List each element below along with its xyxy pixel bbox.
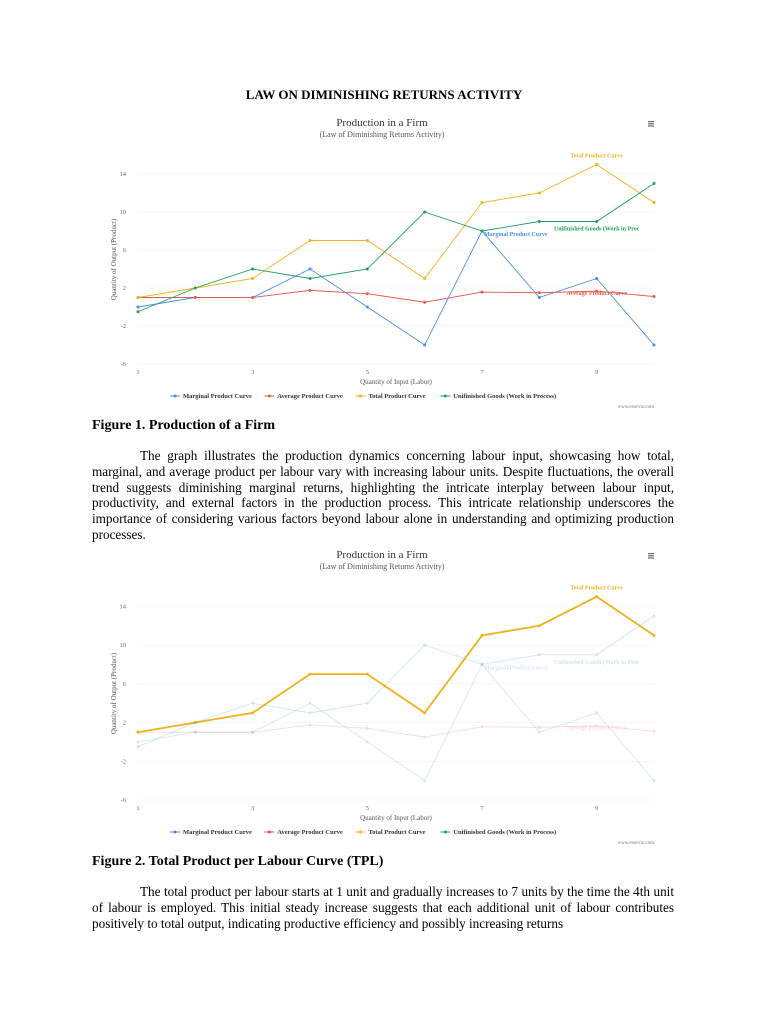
fig1-legend-label: Total Product Curve: [368, 393, 426, 400]
fig1-y-tick-label: 2: [122, 285, 126, 292]
fig1-data-point: [423, 301, 426, 304]
fig1-data-point: [538, 192, 541, 195]
fig2-data-point: [137, 731, 140, 734]
fig1-series-1: [137, 289, 656, 304]
fig1-data-point: [653, 201, 656, 204]
fig2-series-label: Marginal Product Curve: [484, 665, 548, 672]
fig1-x-tick-label: 7: [480, 369, 484, 376]
fig1-x-tick-label: 3: [251, 369, 255, 376]
fig1-data-point: [653, 295, 656, 298]
fig1-x-tick-label: 1: [136, 369, 140, 376]
fig2-data-point: [538, 653, 541, 656]
fig2-legend-label: Average Product Curve: [277, 829, 343, 836]
fig1-data-point: [538, 296, 541, 299]
fig2-data-point: [538, 624, 541, 627]
fig1-data-point: [137, 306, 140, 309]
fig2-svg: [92, 542, 672, 848]
fig1-legend-item: [170, 393, 252, 400]
fig1-legend-item: [355, 393, 425, 400]
fig2-data-point: [423, 779, 426, 782]
fig2-data-point: [194, 721, 197, 724]
fig1-data-point: [251, 296, 254, 299]
fig2-legend-item: [264, 829, 343, 836]
fig1-legend-item: [440, 393, 556, 400]
fig2-legend-marker: [174, 831, 177, 834]
fig1-data-point: [653, 182, 656, 185]
fig2-data-point: [595, 711, 598, 714]
fig2-data-point: [423, 644, 426, 647]
fig1-data-point: [595, 277, 598, 280]
fig2-x-tick-label: 3: [251, 805, 255, 812]
fig1-legend-marker: [444, 395, 447, 398]
fig1-y-tick-label: 10: [119, 209, 126, 216]
fig2-grid: [138, 606, 654, 800]
fig1-legend-marker: [268, 395, 271, 398]
fig2-series-1: [137, 723, 656, 738]
fig1-data-point: [423, 211, 426, 214]
fig2-legend-label: Marginal Product Curve: [183, 829, 252, 836]
fig2-series-label: Unifinished Goods (Work in Proc: [553, 659, 640, 666]
figure-2-caption: Figure 2. Total Product per Labour Curve (TPL): [92, 854, 384, 869]
fig1-data-point: [366, 306, 369, 309]
fig1-legend: [170, 393, 556, 400]
fig2-y-tick-label: -2: [120, 758, 126, 766]
fig2-data-point: [366, 702, 369, 705]
fig2-data-point: [309, 723, 312, 726]
figure-1-chart: [92, 110, 672, 412]
fig1-data-point: [366, 292, 369, 295]
figure-1-caption: Figure 1. Production of a Firm: [92, 418, 276, 433]
fig2-legend-marker: [359, 831, 362, 834]
fig1-data-point: [366, 239, 369, 242]
fig2-data-point: [366, 727, 369, 730]
fig2-legend-label: Total Product Curve: [368, 829, 426, 836]
fig2-legend-label: Unifinished Goods (Work in Process): [453, 829, 557, 836]
fig2-x-axis-label: Quantity of Input (Labor): [360, 814, 432, 822]
fig2-data-point: [481, 634, 484, 637]
fig1-x-axis-label: Quantity of Input (Labor): [360, 378, 432, 386]
fig2-legend-item: [170, 829, 252, 836]
fig1-y-tick-label: 6: [122, 247, 126, 254]
fig1-data-point: [653, 344, 656, 347]
fig2-data-point: [653, 730, 656, 733]
fig2-data-point: [309, 711, 312, 714]
fig1-data-point: [538, 291, 541, 294]
fig2-data-point: [251, 702, 254, 705]
fig2-data-point: [366, 740, 369, 743]
fig1-credit: www.everviz.com: [617, 405, 654, 410]
fig2-credit: www.everviz.com: [617, 841, 654, 846]
fig1-data-point: [194, 296, 197, 299]
fig2-y-tick-label: 2: [122, 719, 126, 727]
fig1-data-point: [251, 268, 254, 271]
fig1-series-label: Marginal Product Curve: [484, 232, 548, 238]
fig2-data-point: [481, 663, 484, 666]
fig2-title: Production in a Firm: [336, 549, 428, 561]
fig2-data-point: [366, 673, 369, 676]
document-title: LAW ON DIMINISHING RETURNS ACTIVITY: [245, 87, 523, 102]
paragraph-2-text: The total product per labour starts at 1 unit and gradually increases to 7 units by the time the 4th unit of labour is employed. This initial steady increase suggests that each additional unit of labour contributes positively to total output, indicating productive efficiency and possibly increasing returns: [92, 884, 674, 931]
fig2-x-tick-label: 5: [365, 805, 369, 812]
fig1-data-point: [251, 277, 254, 280]
fig1-y-axis-label: Quantity of Output (Product): [110, 218, 118, 301]
fig2-data-point: [194, 731, 197, 734]
fig1-title: Production in a Firm: [336, 117, 428, 129]
fig2-legend-item: [440, 829, 556, 836]
fig1-svg: [92, 110, 672, 412]
fig2-data-point: [653, 779, 656, 782]
fig1-legend-marker: [359, 395, 362, 398]
fig1-legend-label: Average Product Curve: [277, 393, 343, 400]
figure-2-chart: [92, 542, 672, 848]
fig1-data-point: [538, 220, 541, 223]
fig1-series-label: Total Product Curve: [570, 153, 624, 160]
fig2-series-label: Total Product Curve: [570, 585, 624, 592]
fig1-grid: [138, 174, 654, 364]
fig2-data-point: [595, 653, 598, 656]
fig1-data-point: [137, 296, 140, 299]
fig2-legend-marker: [444, 831, 447, 834]
fig2-data-point: [538, 731, 541, 734]
fig2-legend-marker: [268, 831, 271, 834]
fig2-data-point: [423, 711, 426, 714]
fig1-y-tick-label: 14: [119, 171, 126, 178]
fig1-series-label: Unifinished Goods (Work in Proc: [553, 226, 640, 233]
fig1-legend-label: Marginal Product Curve: [183, 393, 252, 400]
paragraph-2: [92, 884, 674, 931]
fig2-data-point: [653, 634, 656, 637]
fig1-data-point: [481, 291, 484, 294]
fig2-data-point: [595, 595, 598, 598]
fig2-data-point: [251, 711, 254, 714]
fig1-data-point: [309, 268, 312, 271]
fig2-data-point: [481, 725, 484, 728]
paragraph-1: [92, 448, 674, 543]
fig1-legend-marker: [174, 395, 177, 398]
fig2-legend-item: [355, 829, 425, 836]
fig1-data-point: [423, 277, 426, 280]
fig1-data-point: [481, 230, 484, 233]
fig2-y-tick-label: 10: [119, 642, 126, 650]
fig2-x-tick-label: 1: [136, 805, 140, 812]
fig2-x-tick-label: 7: [480, 805, 484, 812]
fig2-data-point: [309, 702, 312, 705]
fig1-data-point: [309, 277, 312, 280]
fig1-data-point: [595, 220, 598, 223]
fig1-y-tick-label: -2: [120, 323, 126, 330]
fig2-data-point: [137, 740, 140, 743]
fig1-data-point: [137, 310, 140, 313]
fig1-legend-item: [264, 393, 343, 400]
fig1-data-point: [194, 287, 197, 290]
fig1-legend-label: Unifinished Goods (Work in Process): [453, 393, 557, 400]
fig2-series-label: Average Product Curve: [566, 725, 627, 732]
fig1-data-point: [481, 201, 484, 204]
fig1-data-point: [309, 289, 312, 292]
fig2-data-point: [137, 745, 140, 748]
fig1-data-point: [595, 163, 598, 166]
fig1-data-point: [309, 239, 312, 242]
fig2-subtitle: (Law of Diminishing Returns Activity): [319, 562, 445, 571]
fig2-y-axis-label: Quantity of Output (Product): [110, 652, 118, 735]
fig1-subtitle: (Law of Diminishing Returns Activity): [319, 130, 445, 139]
fig2-y-tick-label: 6: [122, 680, 126, 688]
fig2-hamburger-menu-icon: [648, 553, 654, 559]
fig2-data-point: [251, 731, 254, 734]
fig2-data-point: [538, 726, 541, 729]
fig1-x-tick-label: 5: [365, 369, 369, 376]
fig1-hamburger-menu-icon: [648, 121, 654, 127]
fig2-data-point: [309, 673, 312, 676]
fig1-series-label: Average Product Curve: [566, 291, 627, 298]
fig2-y-tick-label: -6: [120, 797, 126, 804]
fig2-legend: [170, 829, 556, 836]
fig2-x-tick-label: 9: [595, 805, 599, 812]
fig1-data-point: [366, 268, 369, 271]
fig2-data-point: [653, 615, 656, 618]
fig2-data-point: [423, 736, 426, 739]
fig1-y-tick-label: -6: [120, 361, 126, 368]
fig2-y-tick-label: 14: [119, 603, 126, 611]
paragraph-1-text: The graph illustrates the production dynamics concerning labour input, showcasing how total, marginal, and average product per labour vary with increasing labour units. Despite fluctuations, the overall trend suggests diminishing marginal returns, highlighting the intricate interplay between labour input, productivity, and external factors in the production process. This intricate relationship underscores the importance of considering various factors beyond labour alone in understanding and optimizing production processes.: [92, 448, 674, 542]
fig1-x-tick-label: 9: [595, 369, 599, 376]
fig1-data-point: [423, 344, 426, 347]
